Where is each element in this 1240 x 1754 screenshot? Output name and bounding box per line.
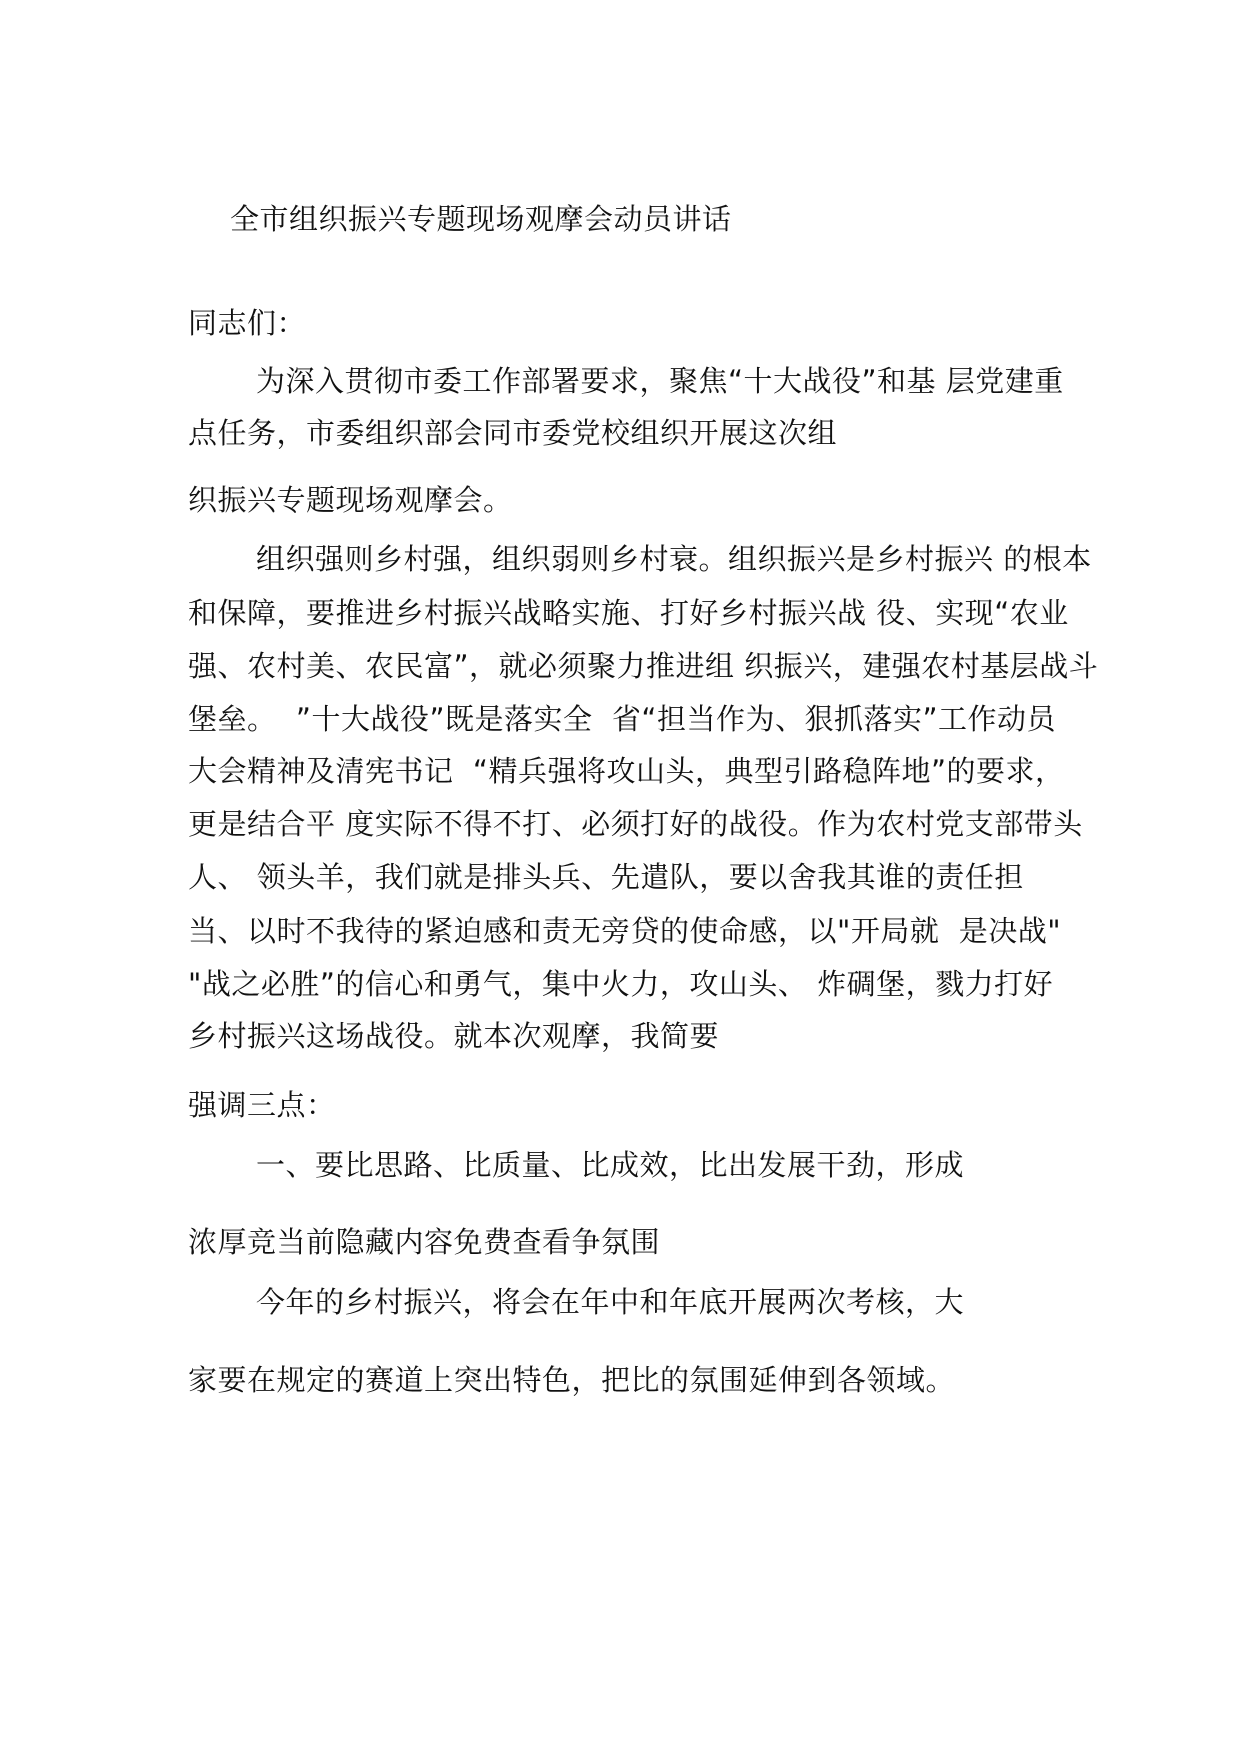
page-title: 全市组织振兴专题现场观摩会动员讲话 [230,202,732,236]
paragraph-line: 织振兴专题现场观摩会。 [188,483,513,517]
paragraph-line: 强调三点： [188,1088,336,1122]
paragraph-line: 更是结合平 度实际不得不打、必须打好的战役。作为农村党支部带头 [188,807,1083,841]
paragraph-line: 乡村振兴这场战役。就本次观摩，我简要 [188,1019,720,1053]
paragraph-line: 大会精神及清宪书记 “精兵强将攻山头，典型引路稳阵地”的要求， [188,754,1065,788]
paragraph-line: 组织强则乡村强，组织弱则乡村衰。组织振兴是乡村振兴 的根本 [256,542,1092,576]
paragraph-line: 今年的乡村振兴，将会在年中和年底开展两次考核，大 [256,1285,965,1319]
paragraph-line: 和保障，要推进乡村振兴战略实施、打好乡村振兴战 役、实现“农业 [188,596,1069,630]
paragraph-line: "战之必胜”的信心和勇气，集中火力，攻山头、 炸碉堡，戮力打好 [188,967,1054,1001]
paragraph-line: 点任务，市委组织部会同市委党校组织开展这次组 [188,416,838,450]
salutation: 同志们： [188,306,307,340]
paragraph-line: 家要在规定的赛道上突出特色，把比的氛围延伸到各领域。 [188,1363,956,1397]
paragraph-line: 强、农村美、农民富”，就必须聚力推进组 织振兴，建强农村基层战斗 [188,649,1099,683]
section-heading-continued: 浓厚竞当前隐藏内容免费查看争氛围 [188,1225,661,1259]
paragraph-line: 堡垒。 ”十大战役”既是落实全 省“担当作为、狠抓落实”工作动员 [188,702,1056,736]
paragraph-line: 当、以时不我待的紧迫感和责无旁贷的使命感，以"开局就 是决战" [188,914,1062,948]
section-heading: 一、要比思路、比质量、比成效，比出发展干劲，形成 [256,1148,965,1182]
paragraph-line: 人、 领头羊，我们就是排头兵、先遣队，要以舍我其谁的责任担 [188,860,1024,894]
paragraph-line: 为深入贯彻市委工作部署要求，聚焦“十大战役”和基 层党建重 [256,364,1064,398]
